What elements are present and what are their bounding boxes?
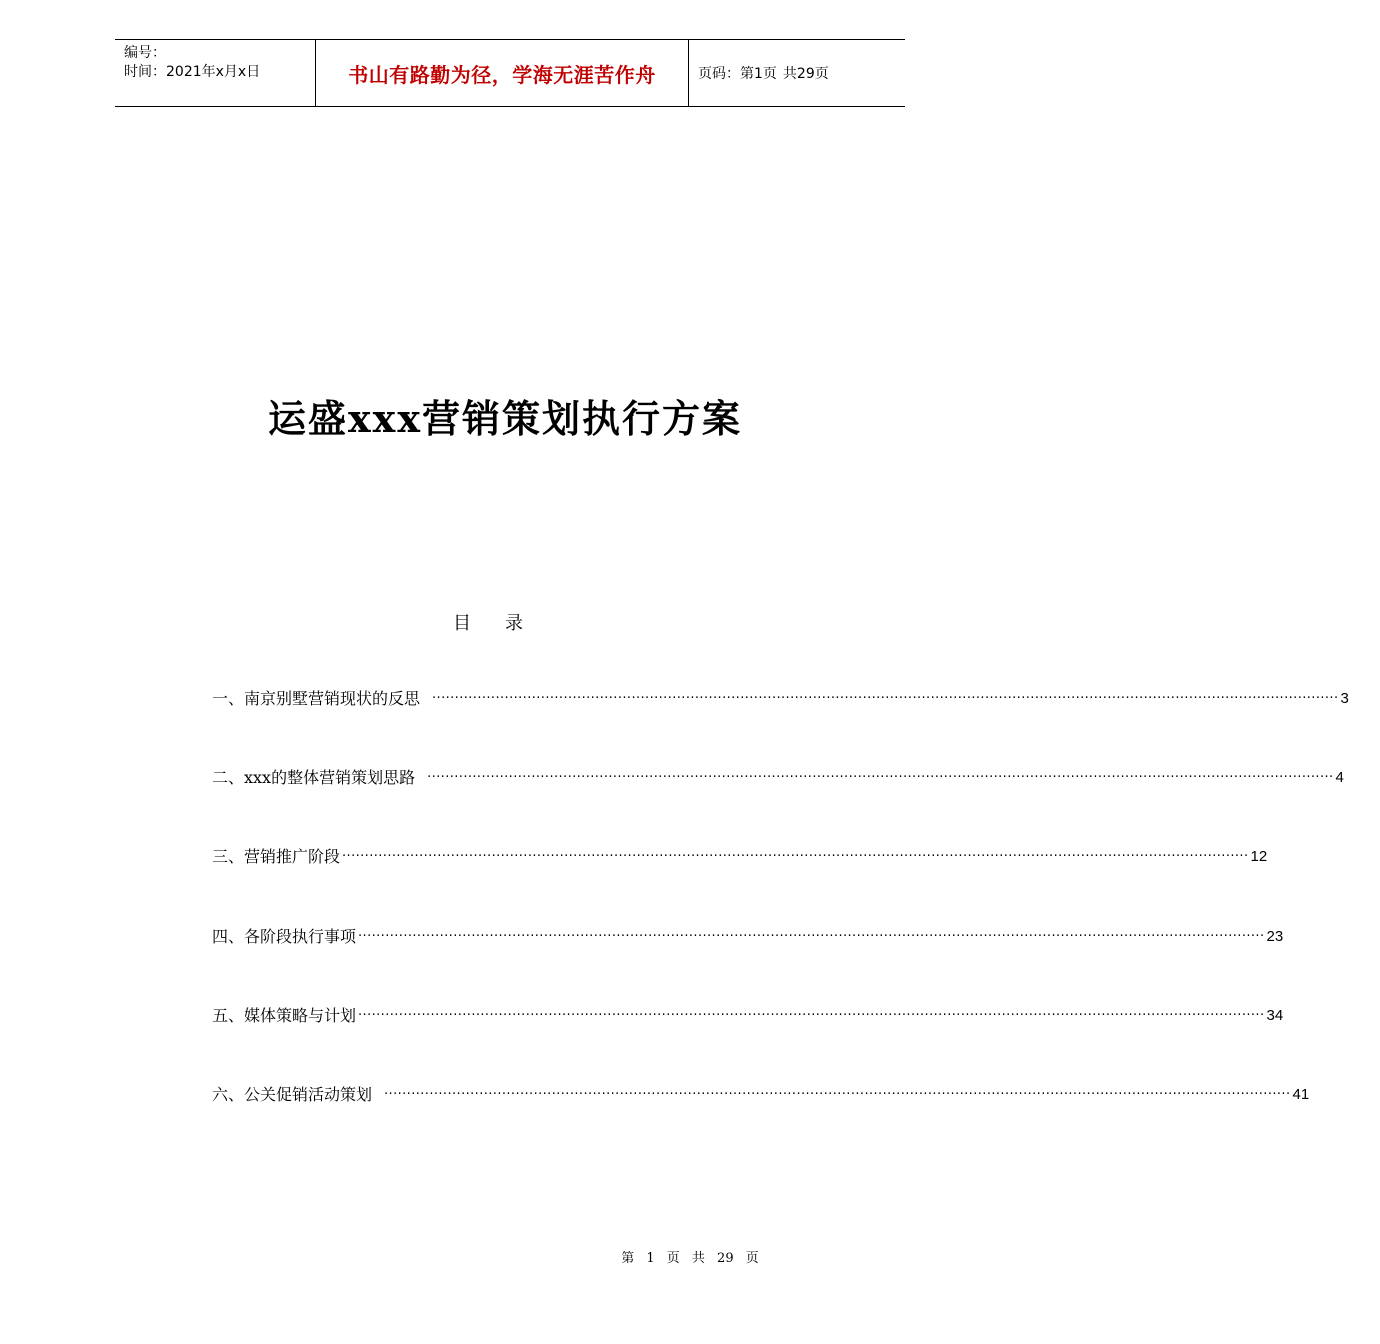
header-page-cell <box>689 40 905 106</box>
toc-item-page: 3 <box>1340 690 1349 707</box>
toc-item[interactable] <box>212 1084 1310 1163</box>
toc-item-label: 二、xxx的整体营销策划思路 <box>212 768 416 788</box>
toc-item-label: 六、公关促销活动策划 <box>212 1084 373 1104</box>
toc-item-page: 34 <box>1266 1006 1284 1024</box>
table-of-contents <box>212 688 1349 1163</box>
toc-item-label: 五、媒体策略与计划 <box>212 1005 357 1025</box>
toc-item-label: 四、各阶段执行事项 <box>212 926 357 946</box>
toc-item[interactable] <box>212 688 1349 767</box>
header-meta <box>115 40 316 106</box>
page-label: 页码：第1页 <box>698 66 777 82</box>
page-footer: 第 1 页 共 29 页 <box>621 1251 759 1266</box>
time-label: 时间：2021年x月x日 <box>124 64 261 80</box>
toc-leader-dots: ········································································································································································································ <box>432 691 1339 706</box>
toc-item-label: 一、南京别墅营销现状的反思 <box>212 689 421 708</box>
toc-item[interactable] <box>212 767 1344 846</box>
toc-item-page: 23 <box>1266 927 1284 945</box>
toc-leader-dots: ········································································································································································································ <box>384 1086 1291 1102</box>
toc-item[interactable] <box>212 846 1268 925</box>
toc-leader-dots: ········································································································································································································ <box>342 849 1249 865</box>
toc-leader-dots: ········································································································································································································ <box>358 1007 1265 1023</box>
toc-leader-dots: ········································································································································································································ <box>358 928 1265 944</box>
toc-item[interactable] <box>212 926 1284 1005</box>
number-label: 编号： <box>124 45 166 61</box>
page-header <box>115 39 905 107</box>
toc-item-page: 41 <box>1292 1085 1310 1103</box>
toc-heading: 目录 <box>453 613 557 634</box>
document-title: 运盛xxx营销策划执行方案 <box>268 396 742 441</box>
toc-leader-dots: ········································································································································································································ <box>427 770 1334 786</box>
toc-item[interactable] <box>212 1005 1284 1084</box>
toc-item-page: 4 <box>1335 769 1344 787</box>
motto-text: 书山有路勤为径，学海无涯苦作舟 <box>348 62 656 87</box>
header-motto-cell <box>316 40 689 106</box>
toc-item-page: 12 <box>1250 848 1268 866</box>
page-total: 共29页 <box>782 66 829 82</box>
toc-item-label: 三、营销推广阶段 <box>212 847 341 867</box>
